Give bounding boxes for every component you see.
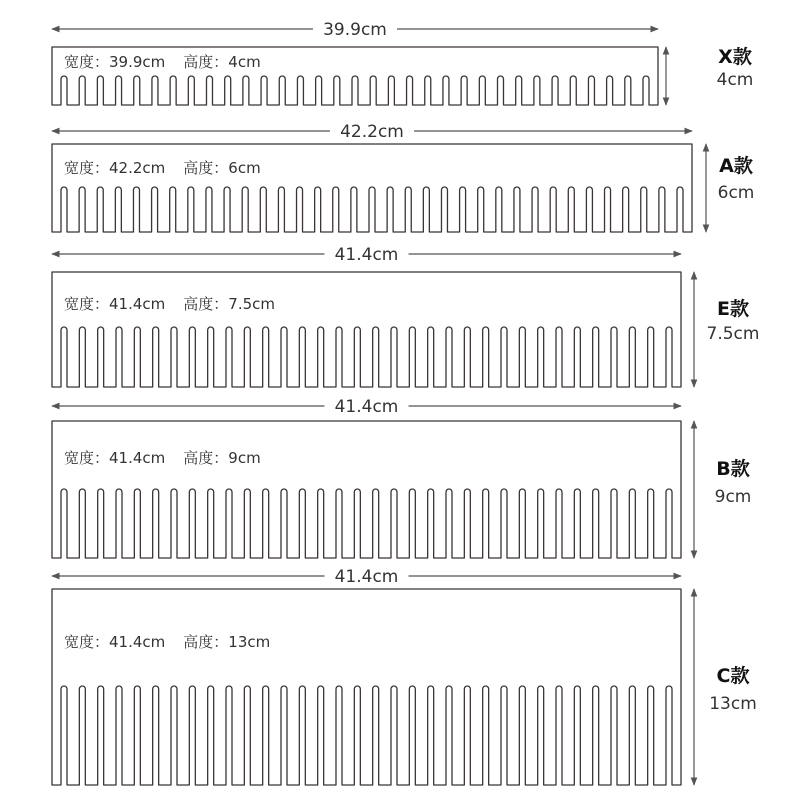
- spec-height-label: 高度：: [183, 159, 229, 177]
- height-dimension-label: 4cm: [716, 70, 754, 90]
- spec-width-label: 宽度：: [64, 633, 110, 651]
- divider-panel-outline: [52, 272, 681, 387]
- spec-width-value: 42.2cm: [109, 159, 166, 177]
- model-label: E款: [717, 298, 749, 320]
- spec-text: [64, 53, 261, 71]
- spec-height-label: 高度：: [183, 53, 229, 71]
- model-label: B款: [716, 458, 750, 480]
- width-dimension-label: 41.4cm: [334, 245, 399, 265]
- divider-panel-outline: [52, 589, 681, 785]
- spec-height-value: 6cm: [228, 159, 261, 177]
- divider-panel-outline: [52, 421, 681, 558]
- spec-height-value: 13cm: [228, 633, 271, 651]
- spec-width-label: 宽度：: [64, 295, 110, 313]
- spec-height-value: 9cm: [228, 449, 261, 467]
- variant-c: [52, 567, 757, 785]
- spec-text: [64, 159, 261, 177]
- width-dimension-label: 41.4cm: [334, 567, 399, 587]
- height-dimension-label: 13cm: [709, 694, 757, 714]
- variant-x: [52, 20, 753, 105]
- spec-width-value: 39.9cm: [109, 53, 166, 71]
- height-dimension-label: 6cm: [717, 183, 755, 203]
- divider-panel-outline: [52, 144, 692, 232]
- variant-a: [52, 122, 754, 232]
- spec-width-label: 宽度：: [64, 449, 110, 467]
- variant-b: [52, 397, 751, 558]
- spec-height-label: 高度：: [183, 633, 229, 651]
- spec-height-label: 高度：: [183, 295, 229, 313]
- width-dimension-label: 42.2cm: [340, 122, 404, 142]
- model-label: X款: [718, 46, 752, 68]
- spec-width-value: 41.4cm: [109, 633, 166, 651]
- spec-width-label: 宽度：: [64, 159, 110, 177]
- height-dimension-label: 9cm: [714, 487, 752, 507]
- spec-text: [64, 449, 261, 467]
- spec-width-value: 41.4cm: [109, 295, 166, 313]
- spec-text: [64, 633, 270, 651]
- spec-width-label: 宽度：: [64, 53, 110, 71]
- model-label: A款: [719, 155, 753, 177]
- model-label: C款: [716, 665, 750, 687]
- width-dimension-label: 39.9cm: [323, 20, 387, 40]
- spec-height-value: 7.5cm: [228, 295, 276, 313]
- variant-e: [52, 245, 759, 387]
- spec-height-value: 4cm: [228, 53, 261, 71]
- spec-width-value: 41.4cm: [109, 449, 166, 467]
- height-dimension-label: 7.5cm: [706, 324, 760, 344]
- spec-text: [64, 295, 275, 313]
- spec-height-label: 高度：: [183, 449, 229, 467]
- width-dimension-label: 41.4cm: [334, 397, 399, 417]
